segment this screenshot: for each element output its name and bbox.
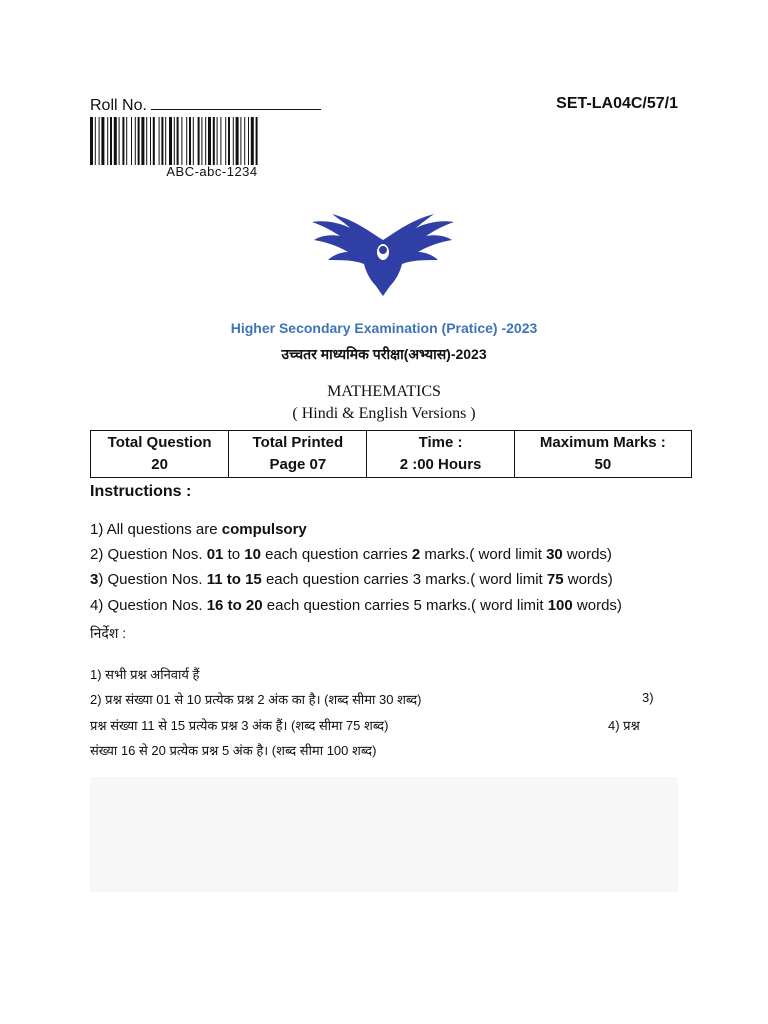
exam-title-hindi: उच्चतर माध्यमिक परीक्षा(अभ्यास)-2023 bbox=[281, 346, 487, 362]
hindi-instruction-2: 2) प्रश्न संख्या 01 से 10 प्रत्येक प्रश्न 2 अंक का है। (शब्द सीमा 30 शब्द) bbox=[90, 692, 422, 707]
instruction-item-2: 2) Question Nos. 01 to 10 each question carries 2 marks.( word limit 30 words) bbox=[90, 546, 612, 563]
hindi-instruction-3-tail: 4) प्रश्न bbox=[608, 718, 640, 733]
roll-blank-line bbox=[151, 95, 321, 110]
hindi-instruction-3: प्रश्न संख्या 11 से 15 प्रत्येक प्रश्न 3 अंक हैं। (शब्द सीमा 75 शब्द) bbox=[90, 718, 389, 733]
hindi-instruction-4: संख्या 16 से 20 प्रत्येक प्रश्न 5 अंक है। (शब्द सीमा 100 शब्द) bbox=[90, 743, 377, 758]
table-row bbox=[91, 431, 692, 478]
instructions-title: Instructions : bbox=[90, 483, 192, 500]
table-cell-total-question: Total Question 20 bbox=[91, 431, 229, 478]
subject-title: MATHEMATICS bbox=[327, 383, 441, 400]
blank-panel bbox=[90, 777, 678, 892]
table-cell-total-printed: Total Printed Page 07 bbox=[229, 431, 367, 478]
instruction-item-4: 4) Question Nos. 16 to 20 each question carries 5 marks.( word limit 100 words) bbox=[90, 597, 622, 614]
exam-info-table bbox=[90, 430, 692, 478]
roll-label: Roll No. bbox=[90, 97, 147, 114]
exam-title-english: Higher Secondary Examination (Pratice) -2023 bbox=[230, 320, 538, 336]
barcode-text: ABC-abc-1234 bbox=[166, 164, 258, 179]
set-code: SET-LA04C/57/1 bbox=[556, 95, 678, 112]
hindi-instruction-2-tail: 3) bbox=[642, 690, 654, 705]
versions-note: ( Hindi & English Versions ) bbox=[292, 405, 476, 422]
instruction-item-1: 1) All questions are compulsory bbox=[90, 521, 307, 538]
hindi-instruction-1: 1) सभी प्रश्न अनिवार्य हैं bbox=[90, 667, 200, 682]
barcode-icon bbox=[90, 117, 334, 165]
table-cell-maximum-marks: Maximum Marks : 50 bbox=[514, 431, 691, 478]
instruction-item-3: 3) Question Nos. 11 to 15 each question carries 3 marks.( word limit 75 words) bbox=[90, 571, 613, 588]
hindi-instructions-title: निर्देश : bbox=[90, 625, 127, 641]
table-cell-time: Time : 2 :00 Hours bbox=[367, 431, 514, 478]
roll-number-field bbox=[90, 95, 321, 115]
eagle-logo-icon bbox=[310, 210, 456, 298]
